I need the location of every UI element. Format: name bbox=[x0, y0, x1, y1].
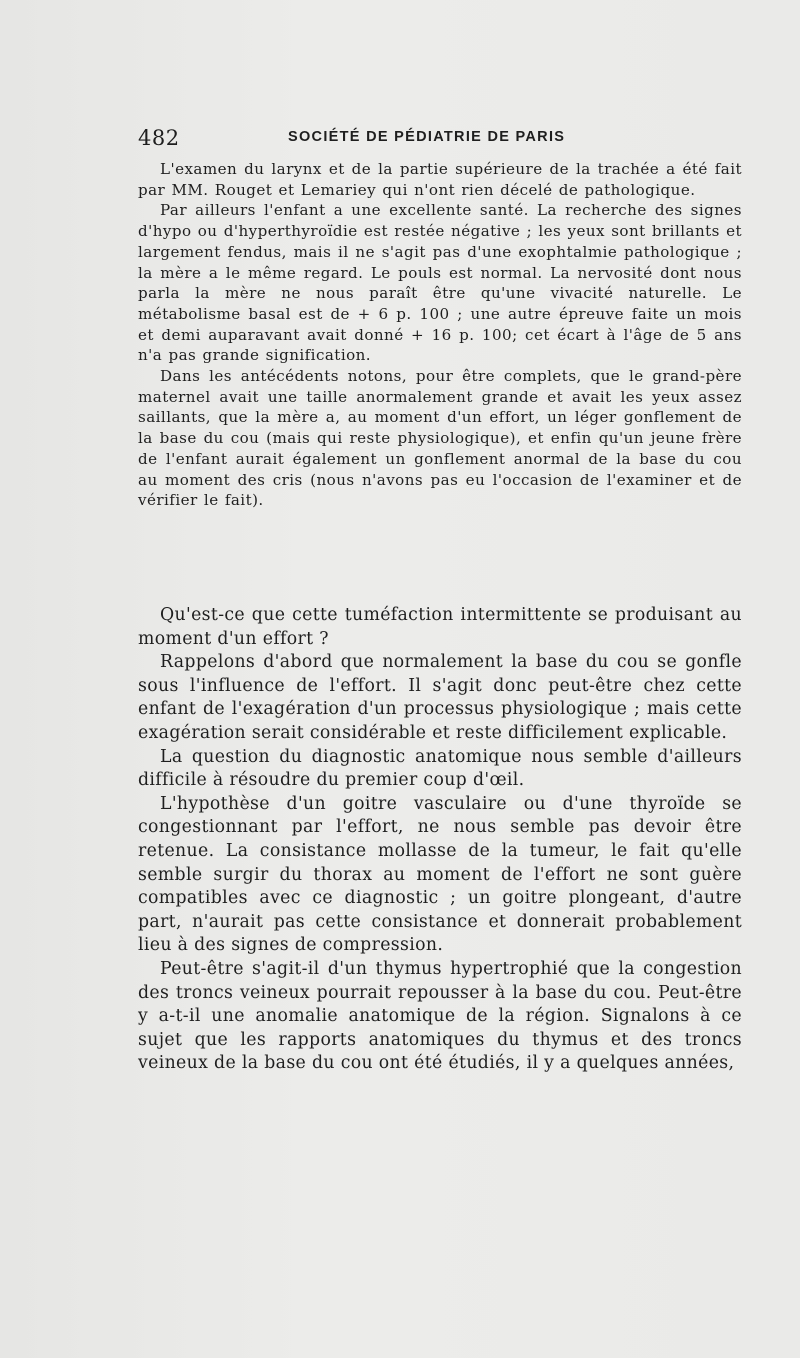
paragraph-antecedents: Dans les antécédents notons, pour être complets, que le grand-père maternel avait une taille anormalement grande et avait les yeux assez saillants, que la mère a, au moment d'un effort, un léger gonflement de la base du cou (mais qui reste physiologique), et enfin qu'un jeune frère de l'enfant aurait également un gonflement anormal de la base du cou au moment des cris (nous n'avons pas eu l'occasion de l'examiner et de vérifier le fait). bbox=[138, 367, 742, 510]
small-print-section bbox=[138, 159, 742, 511]
paragraph-question: Qu'est-ce que cette tuméfaction intermittente se produisant au moment d'un effort ? bbox=[138, 605, 742, 649]
paragraph-larynx-exam: L'examen du larynx et de la partie supérieure de la trachée a été fait par MM. Rouget et Lemariey qui n'ont rien décelé de pathologique. bbox=[138, 160, 742, 199]
page-header bbox=[138, 126, 740, 156]
page-number: 482 bbox=[138, 126, 180, 150]
paragraph-diagnostic: La question du diagnostic anatomique nous semble d'ailleurs difficile à résoudre du premier coup d'œil. bbox=[138, 746, 742, 791]
running-title: SOCIÉTÉ DE PÉDIATRIE DE PARIS bbox=[288, 129, 566, 145]
paragraph-goitre-hypothesis: L'hypothèse d'un goitre vasculaire ou d'une thyroïde se congestionnant par l'effort, ne nous semble pas devoir être retenue. La consistance mollasse de la tumeur, le fait qu'elle semble surgir du thorax au moment de l'effort ne sont guère compatibles avec ce diagnostic ; un goitre plongeant, d'autre part, n'aurait pas cette consistance et donnerait probablement lieu à des signes de compression. bbox=[138, 793, 742, 956]
paragraph-physiological: Rappelons d'abord que normalement la base du cou se gonfle sous l'influence de l'effort. Il s'agit donc peut-être chez cette enfant de l'exagération d'un processus physiologique ; mais cette exagération serait considérable et reste difficilement explicable. bbox=[138, 652, 742, 743]
paragraph-general-health: Par ailleurs l'enfant a une excellente santé. La recherche des signes d'hypo ou d'hyperthyroïdie est restée négative ; les yeux sont brillants et largement fendus, mais il ne s'agit pas d'une exophtalmie pathologique ; la mère a le même regard. Le pouls est normal. La nervosité dont nous parla la mère ne nous paraît être qu'une vivacité naturelle. Le métabolisme basal est de + 6 p. 100 ; une autre épreuve faite un mois et demi auparavant avait donné + 16 p. 100; cet écart à l'âge de 5 ans n'a pas grande signification. bbox=[138, 201, 742, 365]
paragraph-thymus-hypothesis: Peut-être s'agit-il d'un thymus hypertrophié que la congestion des troncs veineux pourrait repousser à la base du cou. Peut-être y a-t-il une anomalie anatomique de la région. Signalons à ce sujet que les rapports anatomiques du thymus et des troncs veineux de la base du cou ont été étudiés, il y a quelques années, bbox=[138, 958, 742, 1074]
main-text-section bbox=[138, 604, 742, 1076]
